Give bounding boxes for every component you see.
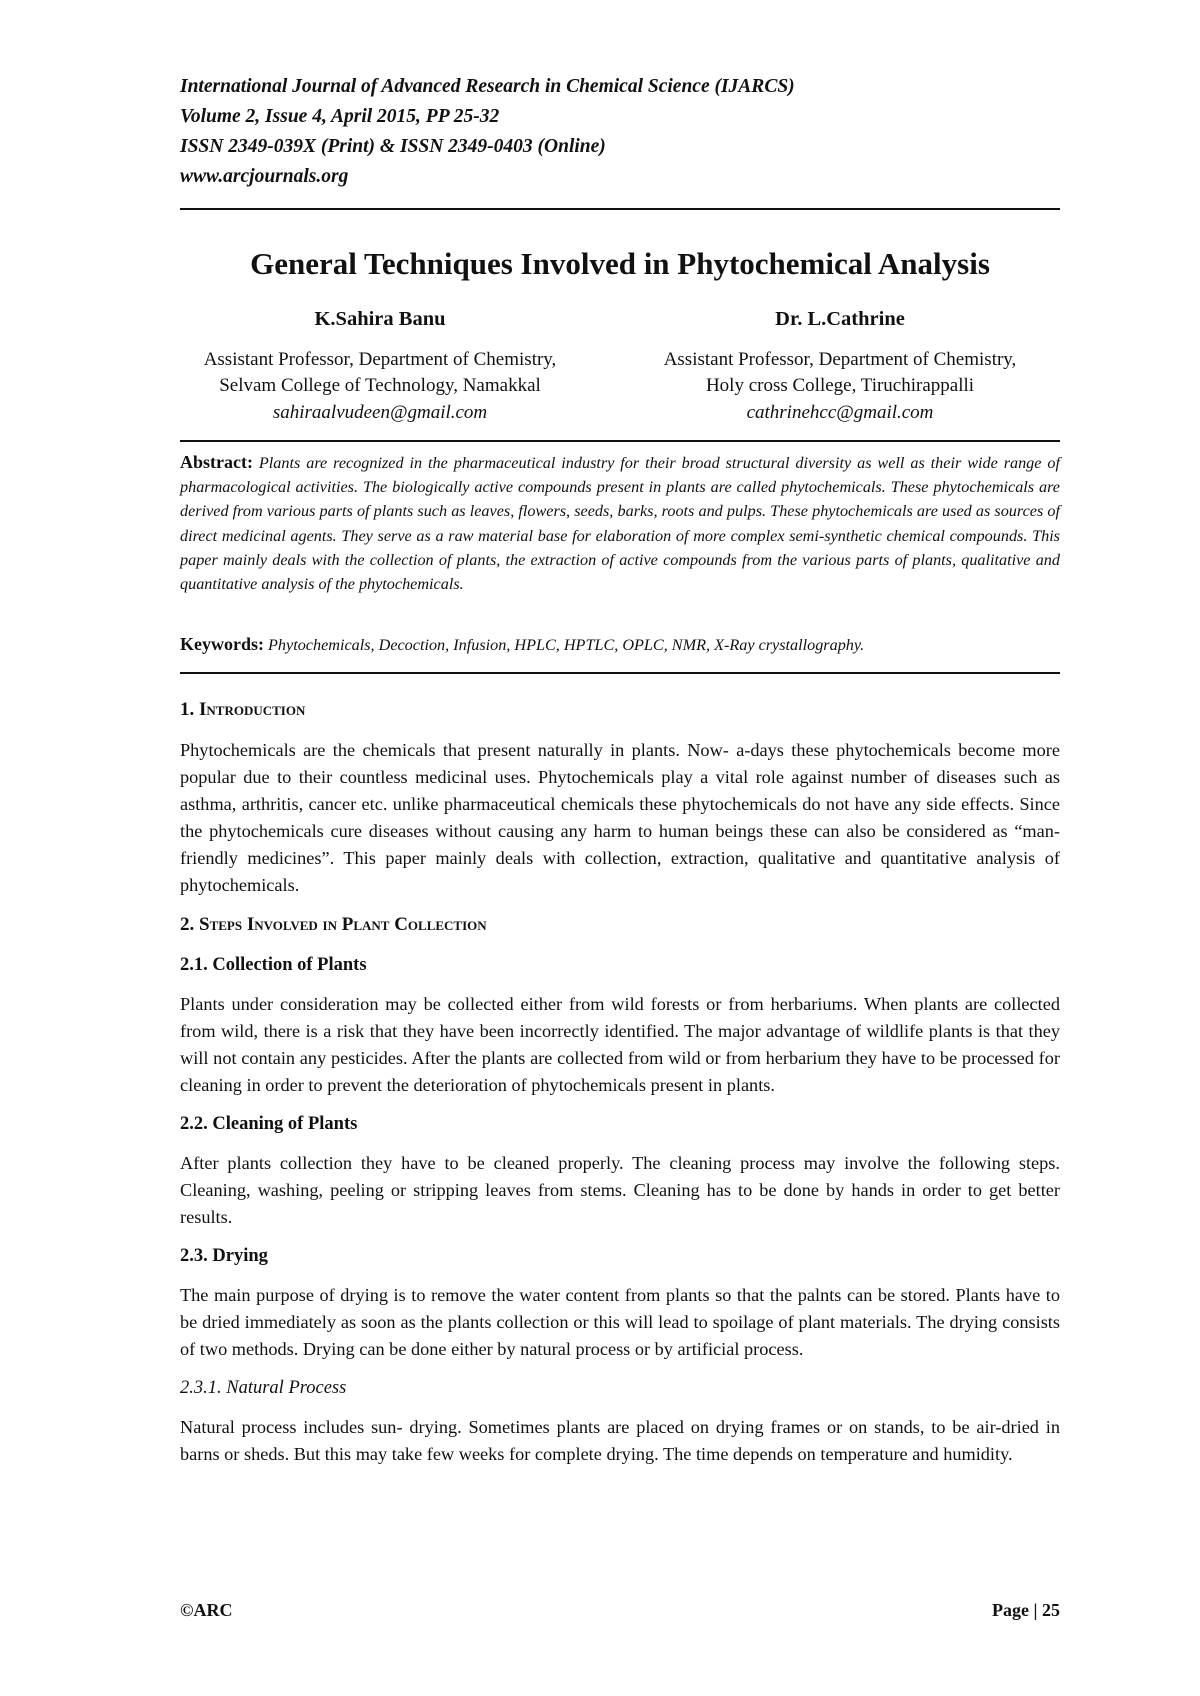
paragraph: Plants under consideration may be collected either from wild forests or from herbariums. When plants are collected from wild, there is a risk that they have been incorrectly identified. The major advantage of wildlife plants is that they will not contain any pesticides. After the plants are collected from wild or from herbarium they have to be processed for cleaning in order to prevent the deterioration of phytochemicals present in plants. bbox=[180, 994, 1060, 1095]
journal-volume: Volume 2, Issue 4, April 2015, PP 25-32 bbox=[180, 106, 500, 127]
abstract bbox=[180, 450, 1060, 596]
author-name: Dr. L.Cathrine bbox=[775, 308, 905, 330]
paragraph: The main purpose of drying is to remove the water content from plants so that the palnts can be stored. Plants have to be dried immediately as soon as the plants collection or this will lead to spoilage of plant materials. The drying consists of two methods. Drying can be done either by natural process or by artificial process. bbox=[180, 1285, 1060, 1359]
journal-header bbox=[180, 72, 1060, 192]
paper-body bbox=[180, 696, 1060, 1480]
subsection-heading: 2.2. Cleaning of Plants bbox=[180, 1114, 358, 1134]
journal-issn: ISSN 2349-039X (Print) & ISSN 2349-0403 (Online) bbox=[180, 136, 606, 157]
author-institution: Selvam College of Technology, Namakkal bbox=[219, 375, 541, 396]
author-block-1 bbox=[160, 306, 600, 426]
paragraph: After plants collection they have to be cleaned properly. The cleaning process may involve the following steps. Cleaning, washing, peeling or stripping leaves from stems. Cleaning has to be done by hands in order to get better results. bbox=[180, 1153, 1060, 1227]
journal-name: International Journal of Advanced Research in Chemical Science (IJARCS) bbox=[180, 76, 795, 97]
header-divider bbox=[180, 208, 1060, 210]
author-email: cathrinehcc@gmail.com bbox=[746, 401, 934, 423]
keywords-text: Phytochemicals, Decoction, Infusion, HPLC, HPTLC, OPLC, NMR, X-Ray crystallography. bbox=[268, 636, 865, 654]
paper-title: General Techniques Involved in Phytochemical Analysis bbox=[250, 246, 990, 281]
author-block-2 bbox=[620, 306, 1060, 426]
subsubsection-heading: 2.3.1. Natural Process bbox=[180, 1378, 347, 1398]
abstract-text: Plants are recognized in the pharmaceutical industry for their broad structural diversity as well as their wide range of pharmacological activities. The biologically active compounds present in plants are called phytochemicals. These phytochemicals are derived from various parts of plants such as leaves, flowers, seeds, barks, roots and pulps. These phytochemicals are used as sources of direct medicinal agents. They serve as a raw material base for elaboration of more complex semi-synthetic chemical compounds. This paper mainly deals with the collection of plants, the extraction of active compounds from the various parts of plants, qualitative and quantitative analysis of the phytochemicals. bbox=[180, 454, 1060, 594]
abstract-bottom-divider bbox=[180, 672, 1060, 674]
subsection-heading: 2.1. Collection of Plants bbox=[180, 955, 367, 975]
page-number: Page | 25 bbox=[992, 1600, 1060, 1620]
paragraph: Phytochemicals are the chemicals that present naturally in plants. Now- a-days these phytochemicals become more popular due to their countless medicinal uses. Phytochemicals play a vital role against number of diseases such as asthma, arthritis, cancer etc. unlike pharmaceutical chemicals these phytochemicals do not have any side effects. Since the phytochemicals cure diseases without causing any harm to human beings these can also be considered as “man-friendly medicines”. This paper mainly deals with collection, extraction, qualitative and quantitative analysis of phytochemicals. bbox=[180, 740, 1060, 895]
author-email: sahiraalvudeen@gmail.com bbox=[272, 401, 488, 423]
journal-website: www.arcjournals.org bbox=[180, 166, 349, 187]
subsection-heading: 2.3. Drying bbox=[180, 1246, 268, 1266]
author-affiliation: Assistant Professor, Department of Chemistry, bbox=[663, 348, 1017, 370]
section-heading: 2. Steps Involved in Plant Collection bbox=[180, 914, 487, 935]
author-affiliation: Assistant Professor, Department of Chemistry, bbox=[203, 348, 557, 370]
abstract-top-divider bbox=[180, 440, 1060, 442]
footer-copyright: ©ARC bbox=[180, 1600, 233, 1620]
keywords bbox=[180, 634, 1060, 655]
section-heading: 1. Introduction bbox=[180, 699, 306, 720]
author-institution: Holy cross College, Tiruchirappalli bbox=[705, 375, 975, 396]
abstract-label: Abstract: bbox=[180, 452, 253, 472]
keywords-label: Keywords: bbox=[180, 634, 264, 654]
paragraph: Natural process includes sun- drying. Sometimes plants are placed on drying frames or on stands, to be air-dried in barns or sheds. But this may take few weeks for complete drying. The time depends on temperature and humidity. bbox=[180, 1417, 1060, 1464]
author-name: K.Sahira Banu bbox=[314, 308, 446, 330]
